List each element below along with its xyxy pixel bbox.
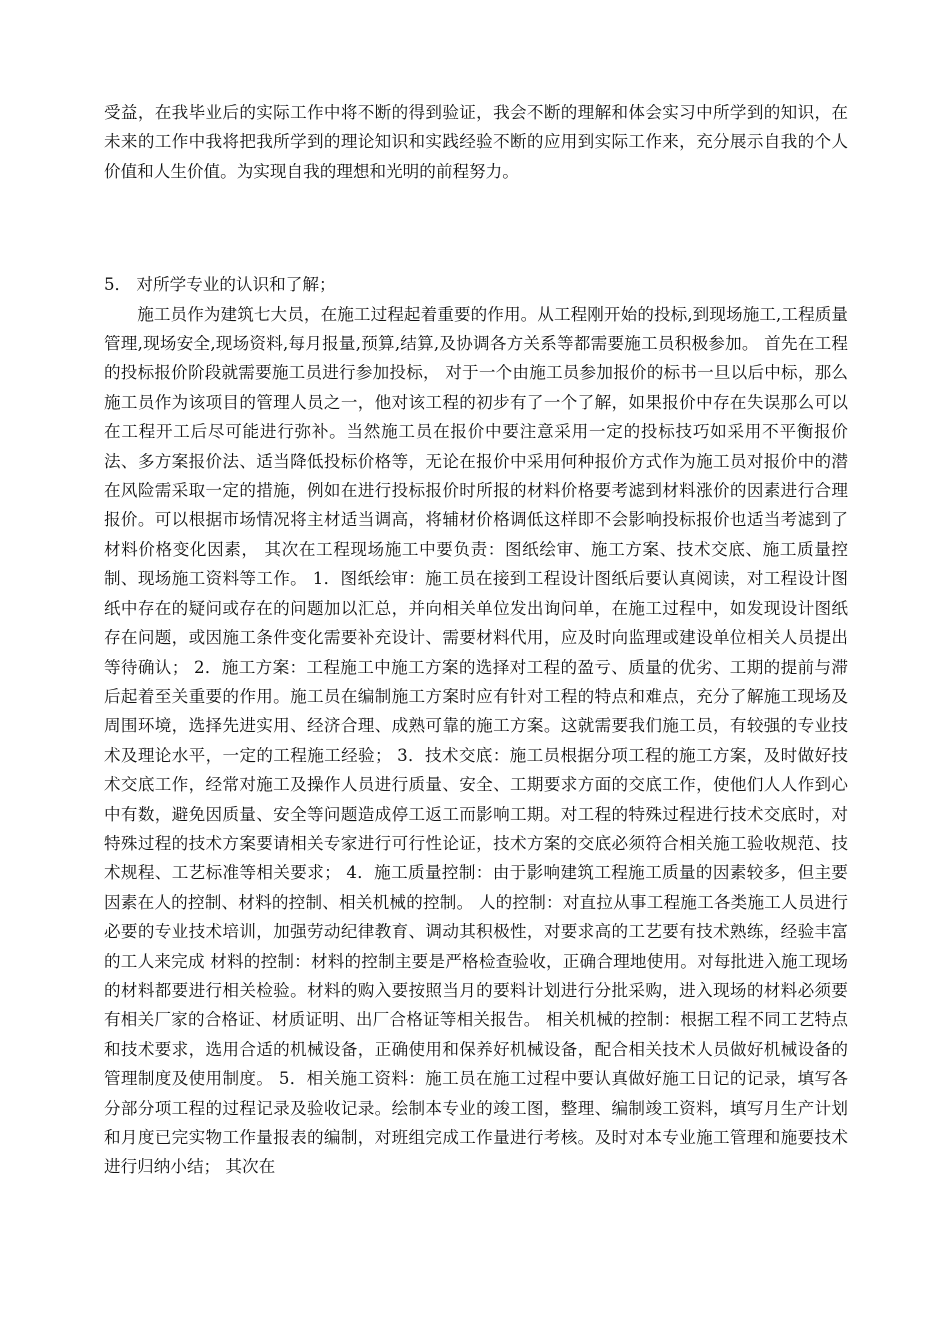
section-body-paragraph: 施工员作为建筑七大员，在施工过程起着重要的作用。从工程刚开始的投标,到现场施工,工程质量管理,现场安全,现场资料,每月报量,预算,结算,及协调各方关系等都需要施工员积极参加。 首先在工程的投标报价阶段就需要施工员进行参加投标， 对于一个由施工员参加报价的标书一旦以后中标，那么施工员作为该项目的管理人员之一，他对该工程的初步有了一个了解，如果报价中存在失误那么可以在工程开工后尽可能进行弥补。当然施工员在报价中要注意采用一定的投标技巧如采用不平衡报价法、多方案报价法、适当降低投标价格等，无论在报价中采用何种报价方式作为施工员对报价中的潜在风险需采取一定的措施，例如在进行投标报价时所报的材料价格要考滤到材料涨价的因素进行合理报价。可以根据市场情况将主材适当调高，将辅材价格调低这样即不会影响投标报价也适当考滤到了材料价格变化因素， 其次在工程现场施工中要负责：图纸绘审、施工方案、技术交底、施工质量控制、现场施工资料等工作。 1．图纸绘审：施工员在接到工程设计图纸后要认真阅读，对工程设计图纸中存在的疑问或存在的问题加以汇总，并向相关单位发出询问单，在施工过程中，如发现设计图纸存在问题，或因施工条件变化需要补充设计、需要材料代用，应及时向监理或建设单位相关人员提出等待确认； 2．施工方案：工程施工中施工方案的选择对工程的盈亏、质量的优劣、工期的提前与滞后起着至关重要的作用。施工员在编制施工方案时应有针对工程的特点和难点，充分了解施工现场及周围环境，选择先进实用、经济合理、成熟可靠的施工方案。这就需要我们施工员，有较强的专业技术及理论水平，一定的工程施工经验； 3．技术交底：施工员根据分项工程的施工方案，及时做好技术交底工作，经常对施工及操作人员进行质量、安全、工期要求方面的交底工作，使他们人人作到心中有数，避免因质量、安全等问题造成停工返工而影响工期。对工程的特殊过程进行技术交底时，对特殊过程的技术方案要请相关专家进行可行性论证，技术方案的交底必须符合相关施工验收规范、技术规程、工艺标准等相关要求； 4．施工质量控制：由于影响建筑工程施工质量的因素较多，但主要因素在人的控制、材料的控制、相关机械的控制。 人的控制：对直拉从事工程施工各类施工人员进行必要的专业技术培训，加强劳动纪律教育、调动其积极性，对要求高的工艺要有技术熟练，经验丰富的工人来完成 材料的控制：材料的控制主要是严格检查验收，正确合理地使用。对每批进入施工现场的材料都要进行相关检验。材料的购入要按照当月的要料计划进行分批采购，进入现场的材料必须要有相关厂家的合格证、材质证明、出厂合格证等相关报告。 相关机械的控制：根据工程不同工艺特点和技术要求，选用合适的机械设备，正确使用和保养好机械设备，配合相关技术人员做好机械设备的管理制度及使用制度。 5．相关施工资料：施工员在施工过程中要认真做好施工日记的记录，填写各分部分项工程的过程记录及验收记录。绘制本专业的竣工图，整理、编制竣工资料，填写月生产计划和月度已完实物工作量报表的编制，对班组完成工作量进行考核。及时对本专业施工管理和施要技术进行归纳小结； 其次在 — [104, 304, 848, 1177]
document-page — [104, 98, 848, 1182]
continuation-paragraph: 受益，在我毕业后的实际工作中将不断的得到验证，我会不断的理解和体会实习中所学到的知识，在未来的工作中我将把我所学到的理论知识和实践经验不断的应用到实际工作来，充分展示自我的个人价值和人生价值。为实现自我的理想和光明的前程努力。 — [104, 103, 848, 181]
section-heading: 5． 对所学专业的认识和了解； — [104, 275, 336, 295]
